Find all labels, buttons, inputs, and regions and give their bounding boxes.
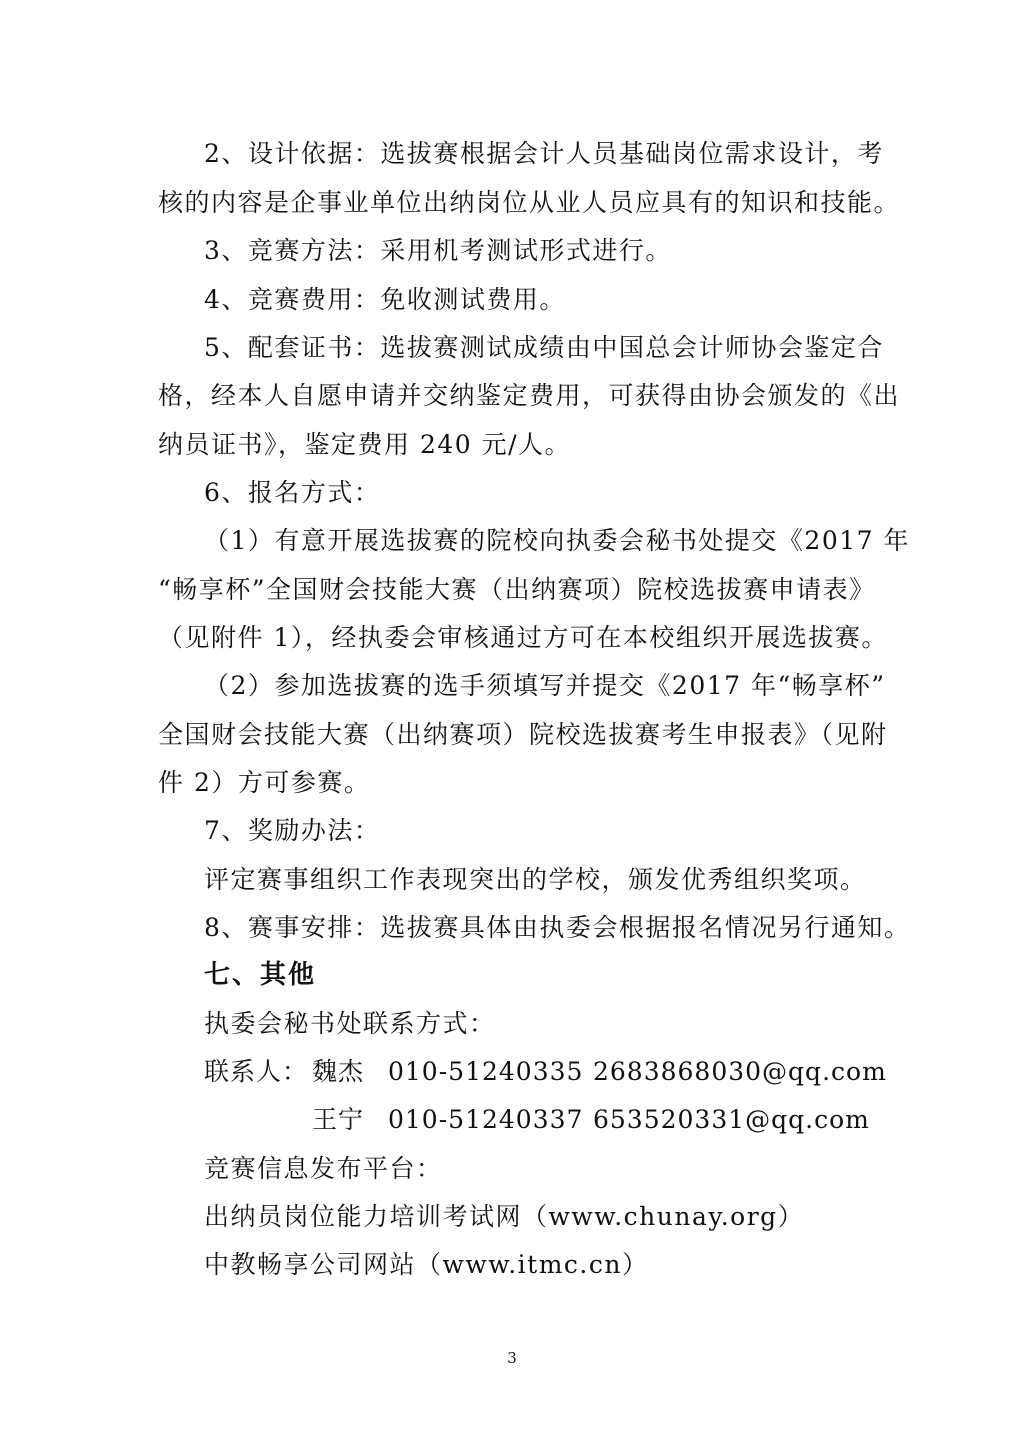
contact-phone: 010-51240335 bbox=[388, 1057, 584, 1086]
section-heading: 七、其他 bbox=[204, 960, 317, 990]
paragraph-line: 7、奖励办法： bbox=[204, 816, 381, 845]
contact-name: 王宁 bbox=[312, 1105, 365, 1134]
paragraph-line: （2）参加选拔赛的选手须填写并提交《2017 年“畅享杯” bbox=[204, 671, 886, 700]
paragraph-line: 件 2）方可参赛。 bbox=[158, 768, 371, 797]
paragraph-line: （1）有意开展选拔赛的院校向执委会秘书处提交《2017 年 bbox=[204, 526, 910, 555]
paragraph-line: 评定赛事组织工作表现突出的学校，颁发优秀组织奖项。 bbox=[204, 865, 867, 894]
paragraph-line: 核的内容是企事业单位出纳岗位从业人员应具有的知识和技能。 bbox=[158, 188, 901, 217]
paragraph-line: “畅享杯”全国财会技能大赛（出纳赛项）院校选拔赛申请表》 bbox=[158, 575, 876, 604]
platform-intro: 竞赛信息发布平台： bbox=[204, 1154, 443, 1183]
contact-name: 魏杰 bbox=[312, 1057, 365, 1086]
paragraph-line: 6、报名方式： bbox=[204, 478, 381, 507]
contact-email: 653520331@qq.com bbox=[593, 1105, 870, 1134]
paragraph-line: 格，经本人自愿申请并交纳鉴定费用，可获得由协会颁发的《出 bbox=[158, 381, 901, 410]
paragraph-line: 4、竞赛费用：免收测试费用。 bbox=[204, 285, 566, 314]
contact-label: 联系人： bbox=[204, 1057, 309, 1086]
paragraph-line: 8、赛事安排：选拔赛具体由执委会根据报名情况另行通知。 bbox=[204, 913, 911, 942]
platform-item: 出纳员岗位能力培训考试网（www.chunay.org） bbox=[204, 1202, 805, 1231]
contact-email: 2683868030@qq.com bbox=[593, 1057, 887, 1086]
contact-intro: 执委会秘书处联系方式： bbox=[204, 1009, 496, 1038]
paragraph-line: 5、配套证书：选拔赛测试成绩由中国总会计师协会鉴定合 bbox=[204, 333, 884, 362]
contact-phone: 010-51240337 bbox=[388, 1105, 584, 1134]
paragraph-line: 全国财会技能大赛（出纳赛项）院校选拔赛考生申报表》（见附 bbox=[158, 720, 888, 749]
paragraph-line: 2、设计依据：选拔赛根据会计人员基础岗位需求设计，考 bbox=[204, 139, 884, 168]
page-number: 3 bbox=[507, 1349, 517, 1367]
paragraph-line: 3、竞赛方法：采用机考测试形式进行。 bbox=[204, 236, 672, 265]
paragraph-line: （见附件 1），经执委会审核通过方可在本校组织开展选拔赛。 bbox=[158, 623, 888, 652]
paragraph-line: 纳员证书》，鉴定费用 240 元/人。 bbox=[158, 430, 572, 459]
platform-item: 中教畅享公司网站（www.itmc.cn） bbox=[204, 1250, 649, 1279]
